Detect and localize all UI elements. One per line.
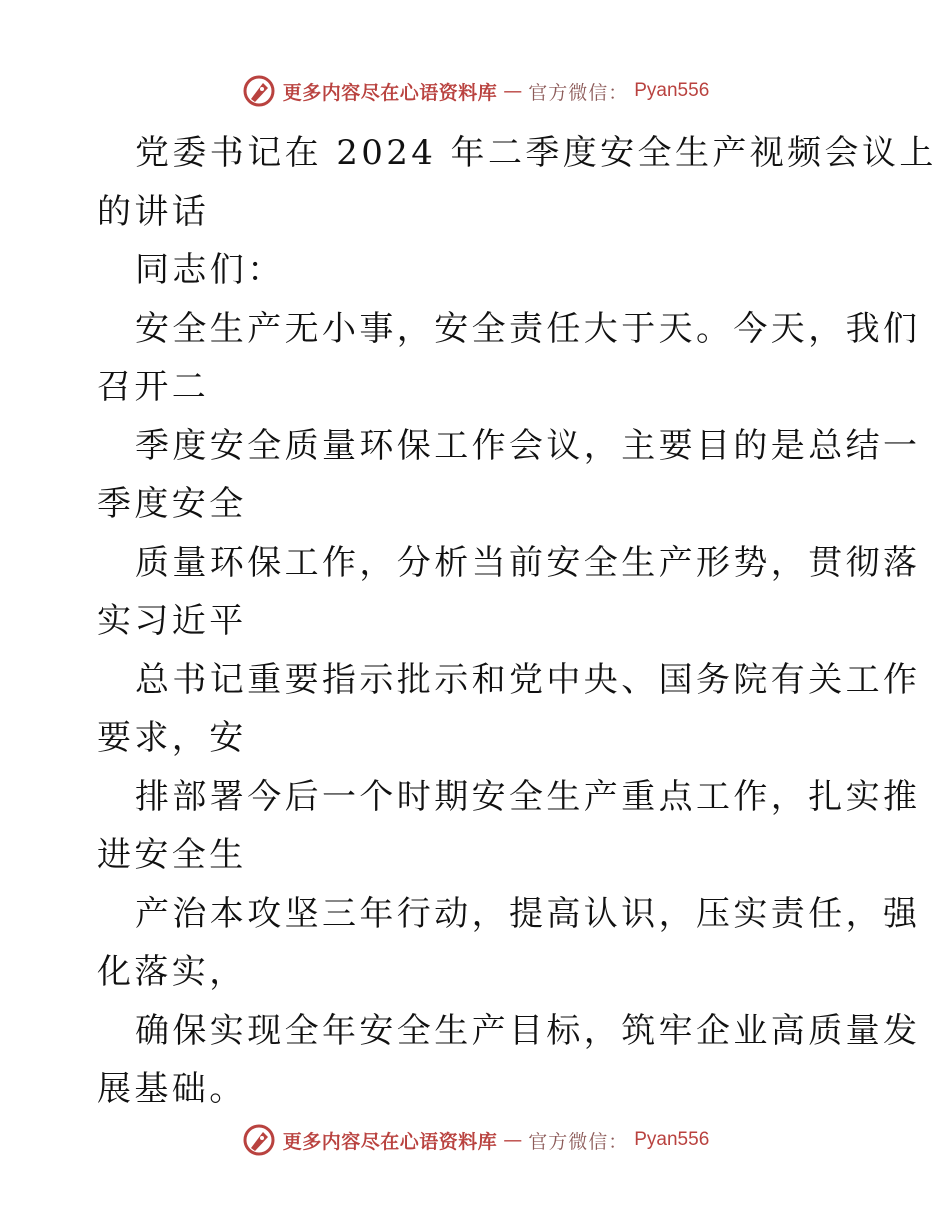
paragraph-line: 要求，安	[97, 718, 247, 758]
title-line-1: 党委书记在 2024 年二季度安全生产视频会议上	[135, 133, 937, 173]
footer-watermark	[0, 1120, 950, 1160]
watermark-wechat-id: Pyan556	[634, 80, 710, 101]
paragraph-line: 展基础。	[97, 1069, 247, 1109]
paragraph-line: 化落实，	[97, 952, 247, 992]
title-line-2: 的讲话	[97, 191, 210, 232]
paragraph-line: 总书记重要指示批示和党中央、国务院有关工作	[135, 659, 921, 700]
watermark-separator: —	[503, 80, 523, 102]
header-watermark	[0, 71, 950, 111]
watermark-official-label: 官方微信：	[528, 81, 629, 104]
paragraph-line: 安全生产无小事，安全责任大于天。今天，我们	[135, 308, 921, 349]
watermark-separator: —	[503, 1129, 523, 1151]
document-body	[97, 124, 937, 1119]
paragraph-line: 产治本攻坚三年行动，提高认识，压实责任，强	[135, 893, 921, 934]
paragraph-line: 质量环保工作，分析当前安全生产形势，贯彻落	[135, 542, 921, 583]
pen-nib-logo-icon	[241, 73, 277, 109]
salutation: 同志们：	[135, 250, 285, 290]
paragraph-line: 实习近平	[97, 601, 247, 641]
paragraph-line: 召开二	[97, 367, 210, 407]
watermark-official-label: 官方微信：	[528, 1130, 629, 1153]
paragraph-line: 季度安全	[97, 484, 247, 524]
watermark-text: 更多内容尽在心语资料库	[282, 1130, 498, 1153]
paragraph-line: 排部署今后一个时期安全生产重点工作，扎实推	[135, 776, 921, 817]
pen-nib-logo-icon	[241, 1122, 277, 1158]
paragraph-line: 确保实现全年安全生产目标，筑牢企业高质量发	[135, 1010, 921, 1051]
watermark-text: 更多内容尽在心语资料库	[282, 81, 498, 104]
paragraph-line: 季度安全质量环保工作会议，主要目的是总结一	[135, 425, 921, 466]
paragraph-line: 进安全生	[97, 835, 247, 875]
watermark-wechat-id: Pyan556	[634, 1129, 710, 1150]
